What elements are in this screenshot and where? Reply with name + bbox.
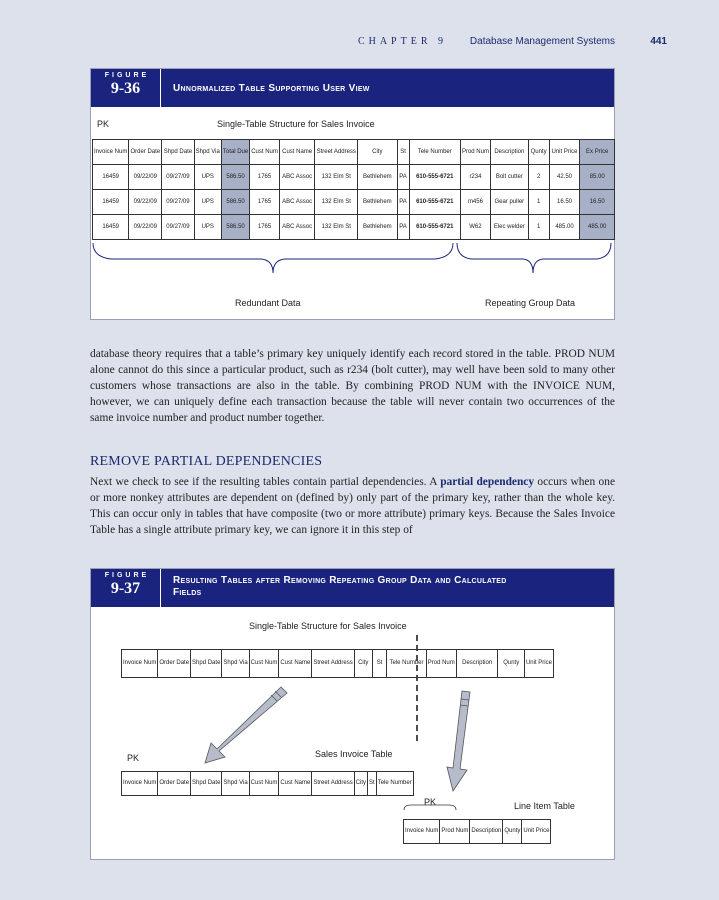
figure-label bbox=[91, 69, 161, 107]
repeating-group-label: Repeating Group Data bbox=[485, 298, 576, 308]
table-cell: Street Address bbox=[312, 772, 354, 796]
line-pk-label: PK bbox=[424, 797, 437, 807]
table-cell: City bbox=[354, 650, 372, 678]
table-cell: m456 bbox=[460, 190, 490, 215]
table-cell: Cust Name bbox=[279, 772, 312, 796]
figure-number: 9-36 bbox=[110, 80, 141, 97]
table-cell: 16.50 bbox=[549, 190, 580, 215]
table-cell: Cust Name bbox=[279, 650, 312, 678]
table-row bbox=[93, 190, 615, 215]
table-row bbox=[93, 165, 615, 190]
table-cell: 586.50 bbox=[221, 190, 249, 215]
table-cell: 09/27/09 bbox=[162, 215, 194, 240]
sales-invoice-table bbox=[121, 771, 414, 796]
table-cell: Order Date bbox=[158, 650, 191, 678]
sales-invoice-title: Sales Invoice Table bbox=[315, 749, 393, 759]
table-cell: St bbox=[368, 772, 377, 796]
paragraph-2-intro: Next we check to see if the resulting tables contain partial dependencies. A bbox=[90, 476, 441, 488]
table-cell: 16459 bbox=[93, 165, 129, 190]
single-structure-table bbox=[121, 649, 554, 678]
figure-word: FIGURE bbox=[104, 72, 150, 79]
table-cell: Qunty bbox=[498, 650, 524, 678]
table-cell: Invoice Num bbox=[404, 820, 440, 844]
table-cell: 610-555-6721 bbox=[409, 215, 460, 240]
pk-label: PK bbox=[97, 119, 110, 129]
table-cell: Shpd Date bbox=[191, 650, 222, 678]
table-cell: 09/22/09 bbox=[129, 190, 162, 215]
table-cell: 85.00 bbox=[580, 165, 615, 190]
table-cell: Unit Price bbox=[524, 650, 553, 678]
chapter-label: CHAPTER 9 bbox=[357, 36, 447, 47]
unnormalized-table bbox=[92, 139, 615, 240]
table-cell: 132 Elm St bbox=[315, 165, 358, 190]
chapter-title: Database Management Systems bbox=[469, 36, 615, 47]
table-cell: Description bbox=[470, 820, 503, 844]
partial-dependency-term: partial dependency bbox=[440, 476, 535, 488]
table-cell: City bbox=[358, 140, 397, 165]
table-cell: Total Due bbox=[221, 140, 249, 165]
table-cell: W62 bbox=[460, 215, 490, 240]
table-cell: ABC Assoc bbox=[279, 165, 315, 190]
table-cell: Invoice Num bbox=[122, 650, 158, 678]
table-cell: Prod Num bbox=[426, 650, 456, 678]
table-cell: Order Date bbox=[158, 772, 191, 796]
table-cell: Tele Number bbox=[376, 772, 413, 796]
table-cell: 586.50 bbox=[221, 215, 249, 240]
table-cell: 09/22/09 bbox=[129, 215, 162, 240]
table-cell: Shpd Via bbox=[222, 650, 249, 678]
structure-title: Single-Table Structure for Sales Invoice bbox=[249, 621, 407, 631]
table-cell: 132 Elm St bbox=[315, 190, 358, 215]
figure-9-37 bbox=[90, 568, 615, 860]
table-cell: 42.50 bbox=[549, 165, 580, 190]
paragraph-1: database theory requires that a table’s primary key uniquely identify each record stored in the table. PROD NUM alone cannot do this since a particular product, such as r234 (bolt cutter), may well have been sold to many other customers whose transactions are also in the table. By combining PROD NUM with the INVOICE NUM, however, we can uniquely define each transaction because the table will never contain two occurrences of the same invoice number and product number together. bbox=[90, 348, 615, 424]
figure-9-36 bbox=[90, 68, 615, 320]
sales-pk-label: PK bbox=[127, 753, 140, 763]
figure-title-line-2: Fields bbox=[173, 587, 202, 598]
table-cell: Gear puller bbox=[490, 190, 528, 215]
table-cell: ABC Assoc bbox=[279, 215, 315, 240]
table-cell: Cust Name bbox=[279, 140, 315, 165]
table-cell: Shpd Via bbox=[194, 140, 221, 165]
table-cell: UPS bbox=[194, 165, 221, 190]
table-cell: 586.50 bbox=[221, 165, 249, 190]
table-cell: 1765 bbox=[250, 165, 280, 190]
section-heading: REMOVE PARTIAL DEPENDENCIES bbox=[90, 454, 323, 469]
table-cell: Shpd Via bbox=[222, 772, 249, 796]
table-cell: Order Date bbox=[129, 140, 162, 165]
table-cell: 16.50 bbox=[580, 190, 615, 215]
table-cell: 09/27/09 bbox=[162, 190, 194, 215]
table-cell: Qunty bbox=[503, 820, 522, 844]
figure-title-line-1: Resulting Tables after Removing Repeating Group Data and Calculated bbox=[173, 575, 507, 586]
table-cell: 610-555-6721 bbox=[409, 190, 460, 215]
table-cell: 16459 bbox=[93, 190, 129, 215]
table-cell: Description bbox=[490, 140, 528, 165]
table-header-row bbox=[122, 650, 554, 678]
figure-title: Unnormalized Table Supporting User View bbox=[173, 83, 370, 94]
table-cell: 1765 bbox=[250, 190, 280, 215]
structure-title: Single-Table Structure for Sales Invoice bbox=[217, 119, 375, 129]
figure-word: FIGURE bbox=[104, 572, 150, 579]
page-number: 441 bbox=[650, 36, 667, 47]
table-cell: Cust Num bbox=[249, 650, 279, 678]
table-cell: 610-555-6721 bbox=[409, 165, 460, 190]
table-cell: 485.00 bbox=[580, 215, 615, 240]
table-cell: 132 Elm St bbox=[315, 215, 358, 240]
redundant-data-label: Redundant Data bbox=[235, 298, 301, 308]
table-header-row bbox=[404, 820, 551, 844]
repeating-brace bbox=[457, 243, 611, 273]
table-cell: Elec welder bbox=[490, 215, 528, 240]
table-cell: 09/27/09 bbox=[162, 165, 194, 190]
table-cell: St bbox=[372, 650, 386, 678]
table-cell: Shpd Date bbox=[191, 772, 222, 796]
table-cell: 2 bbox=[528, 165, 549, 190]
table-cell: ABC Assoc bbox=[279, 190, 315, 215]
table-cell: Tele Number bbox=[409, 140, 460, 165]
table-cell: 1 bbox=[528, 215, 549, 240]
table-cell: Prod Num bbox=[440, 820, 470, 844]
table-cell: 1765 bbox=[250, 215, 280, 240]
table-cell: Ex Price bbox=[580, 140, 615, 165]
table-header-row bbox=[122, 772, 414, 796]
table-cell: Cust Num bbox=[250, 140, 280, 165]
table-cell: PA bbox=[397, 190, 409, 215]
table-cell: UPS bbox=[194, 215, 221, 240]
table-header-row bbox=[93, 140, 615, 165]
table-cell: 1 bbox=[528, 190, 549, 215]
table-cell: Street Address bbox=[315, 140, 358, 165]
figure-number: 9-37 bbox=[110, 580, 141, 597]
paragraph-2-rest: occurs when one or more nonkey attributes are dependent on (defined by) only part of the primary key, rather than the whole key. This can occur only in tables that have composite (two or more attribute) primary keys. Because the Sales Invoice Table has a single attribute primary key, we can ignore it in this step of bbox=[90, 476, 615, 536]
table-cell: Bolt cutter bbox=[490, 165, 528, 190]
table-cell: Street Address bbox=[312, 650, 354, 678]
line-item-table bbox=[403, 819, 551, 844]
table-cell: Prod Num bbox=[460, 140, 490, 165]
table-row bbox=[93, 215, 615, 240]
table-cell: City bbox=[354, 772, 367, 796]
table-cell: Tele Number bbox=[387, 650, 426, 678]
table-cell: UPS bbox=[194, 190, 221, 215]
table-cell: Bethlehem bbox=[358, 165, 397, 190]
table-cell: Cust Num bbox=[249, 772, 279, 796]
table-cell: Description bbox=[456, 650, 498, 678]
paragraph-2 bbox=[90, 474, 615, 538]
table-cell: Invoice Num bbox=[93, 140, 129, 165]
figure-title-band bbox=[91, 569, 614, 607]
table-cell: PA bbox=[397, 165, 409, 190]
table-cell: Shpd Date bbox=[162, 140, 194, 165]
table-cell: Bethlehem bbox=[358, 215, 397, 240]
brace-graphics bbox=[91, 239, 614, 289]
line-item-title: Line Item Table bbox=[514, 801, 575, 811]
table-cell: 16459 bbox=[93, 215, 129, 240]
table-cell: Unit Price bbox=[522, 820, 551, 844]
figure-title-band bbox=[91, 69, 614, 107]
table-cell: Bethlehem bbox=[358, 190, 397, 215]
figure-label bbox=[91, 569, 161, 607]
table-cell: 09/22/09 bbox=[129, 165, 162, 190]
table-cell: Qunty bbox=[528, 140, 549, 165]
table-cell: r234 bbox=[460, 165, 490, 190]
figure-title bbox=[173, 575, 507, 599]
table-cell: 485.00 bbox=[549, 215, 580, 240]
running-header bbox=[0, 36, 719, 50]
table-cell: Invoice Num bbox=[122, 772, 158, 796]
table-cell: Unit Price bbox=[549, 140, 580, 165]
table-cell: PA bbox=[397, 215, 409, 240]
redundant-brace bbox=[93, 243, 453, 273]
table-cell: St bbox=[397, 140, 409, 165]
